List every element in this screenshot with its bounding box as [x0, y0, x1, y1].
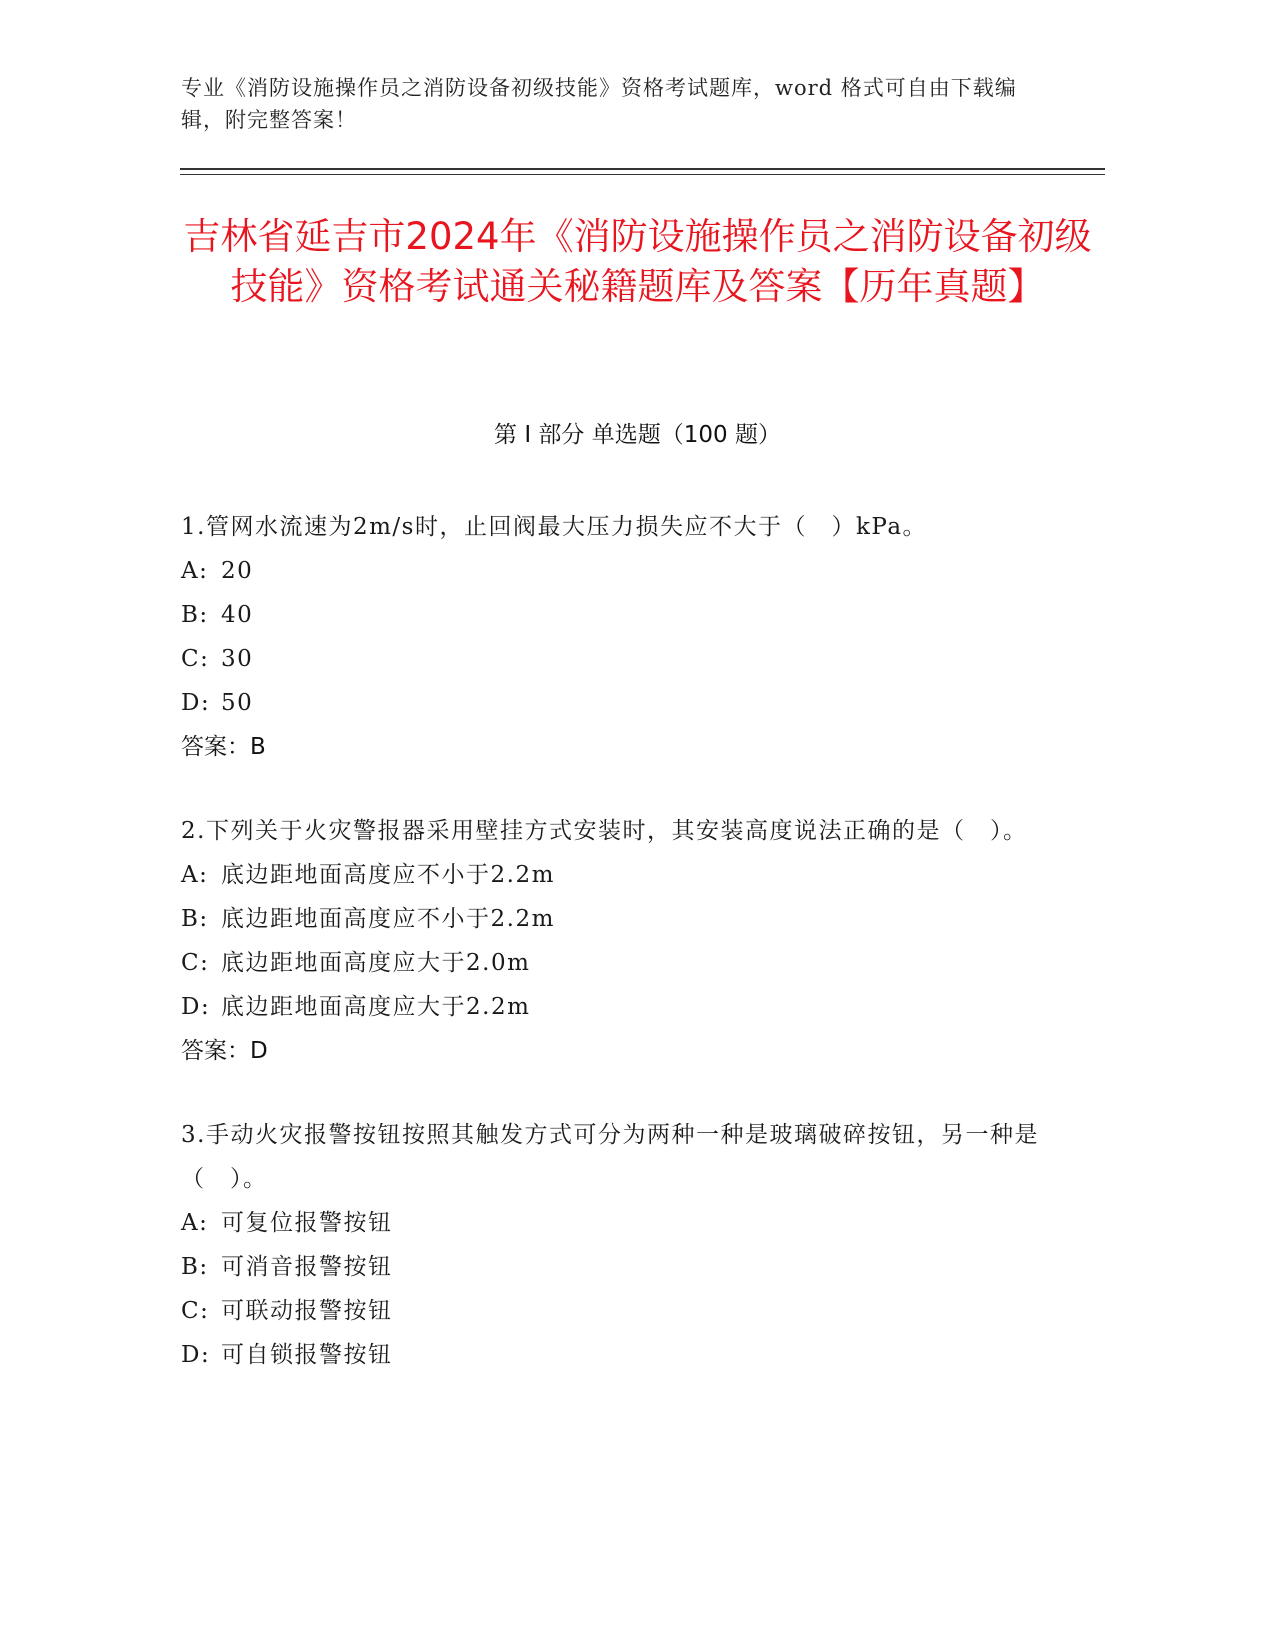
option-key: B: — [181, 906, 209, 932]
question-3 — [181, 1113, 1041, 1377]
option-key: D: — [181, 1342, 211, 1368]
option-c — [181, 941, 1041, 985]
option-key: A: — [181, 1210, 209, 1236]
option-text: 可自锁报警按钮 — [221, 1342, 393, 1368]
option-key: C: — [181, 646, 210, 672]
option-text: 40 — [221, 602, 254, 628]
question-1 — [181, 505, 1041, 769]
option-a — [181, 549, 1041, 593]
header-note: 专业《消防设施操作员之消防设备初级技能》资格考试题库，word 格式可自由下载编辑，附完整答案！ — [181, 76, 1017, 132]
option-c — [181, 637, 1041, 681]
option-text: 可联动报警按钮 — [221, 1298, 393, 1324]
option-key: C: — [181, 1298, 210, 1324]
header-divider-thin — [180, 174, 1105, 175]
option-text: 底边距地面高度应大于2.0m — [221, 950, 531, 976]
section-heading: 第 I 部分 单选题（100 题） — [494, 422, 781, 448]
option-text: 底边距地面高度应不小于2.2m — [221, 906, 555, 932]
option-text: 20 — [221, 558, 254, 584]
document-title: 吉林省延吉市2024年《消防设施操作员之消防设备初级技能》资格考试通关秘籍题库及答案【历年真题】 — [183, 215, 1092, 308]
option-text: 底边距地面高度应不小于2.2m — [221, 862, 555, 888]
option-c — [181, 1289, 1041, 1333]
option-text: 50 — [221, 690, 254, 716]
option-key: A: — [181, 862, 209, 888]
answer-line: 答案：D — [181, 1038, 268, 1064]
option-key: B: — [181, 1254, 209, 1280]
option-key: B: — [181, 602, 209, 628]
question-text: 2.下列关于火灾警报器采用壁挂方式安装时，其安装高度说法正确的是（ ）。 — [181, 818, 1028, 844]
option-b — [181, 593, 1041, 637]
header-divider-thick — [180, 168, 1105, 170]
question-2 — [181, 809, 1041, 1073]
option-d — [181, 985, 1041, 1029]
question-text: 1.管网水流速为2m/s时，止回阀最大压力损失应不大于（ ）kPa。 — [181, 514, 928, 540]
option-text: 底边距地面高度应大于2.2m — [221, 994, 531, 1020]
option-b — [181, 1245, 1041, 1289]
option-text: 可消音报警按钮 — [221, 1254, 393, 1280]
option-key: D: — [181, 690, 211, 716]
option-key: A: — [181, 558, 209, 584]
option-d — [181, 1333, 1041, 1377]
answer-line: 答案：B — [181, 734, 266, 760]
option-d — [181, 681, 1041, 725]
question-text: 3.手动火灾报警按钮按照其触发方式可分为两种一种是玻璃破碎按钮，另一种是（ ）。 — [181, 1122, 1039, 1192]
option-a — [181, 853, 1041, 897]
option-a — [181, 1201, 1041, 1245]
option-text: 可复位报警按钮 — [221, 1210, 393, 1236]
option-text: 30 — [221, 646, 254, 672]
option-key: C: — [181, 950, 210, 976]
question-list — [181, 505, 1041, 1417]
option-b — [181, 897, 1041, 941]
option-key: D: — [181, 994, 211, 1020]
